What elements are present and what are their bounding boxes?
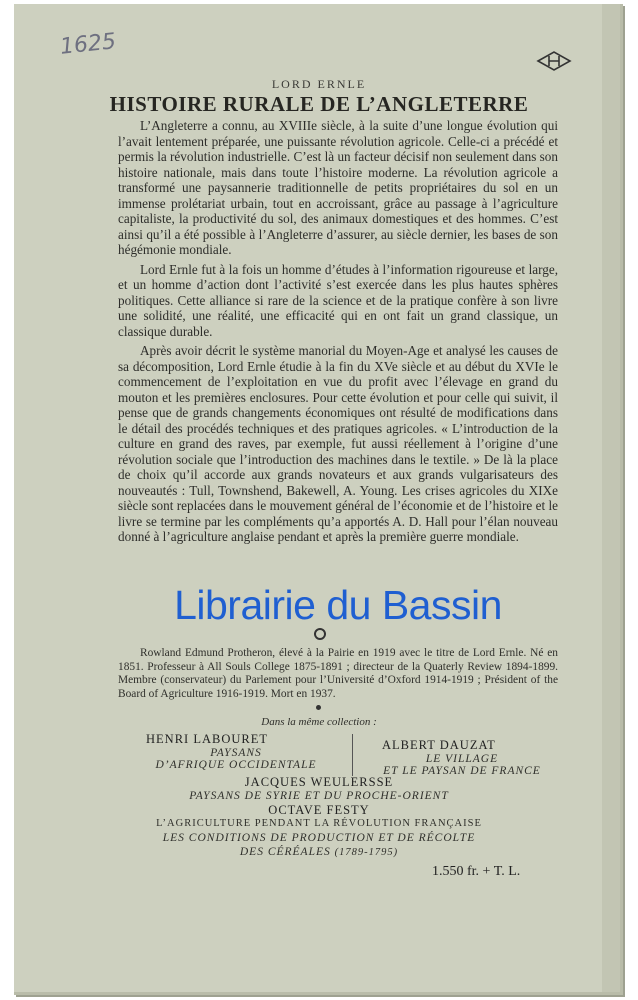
biography-text: Rowland Edmund Protheron, élevé à la Pairie en 1919 avec le titre de Lord Ernle. Né en 1851. Professeur à All Souls College 1875-1891 ; directeur de la Quaterly Review 1894-1899. Membre (conservateur) du Parlement pour l’Université d’Oxford 1914-1919 ; Président of the Board of Agriculture 1916-1919. Mort en 1937. [118, 647, 558, 700]
author-name: LORD ERNLE [271, 77, 367, 91]
price-label: 1.550 fr. + T. L. [432, 864, 521, 879]
collection-entry-dauzat [382, 738, 542, 777]
collection-author: ALBERT DAUZAT [382, 738, 496, 752]
collection-book-title: ET LE PAYSAN DE FRANCE [383, 765, 541, 777]
bookseller-watermark: Librairie du Bassin [174, 582, 502, 628]
collection-entry-labouret [146, 732, 326, 771]
description-text [118, 118, 558, 549]
flower-crest-logo [536, 50, 572, 72]
collection-book-dates: (1789-1795) [334, 847, 399, 858]
book-title: HISTOIRE RURALE DE L’ANGLETERRE [109, 92, 529, 116]
collection-author: OCTAVE FESTY [268, 803, 370, 817]
paragraph-3: Après avoir décrit le système manorial du Moyen-Age et analysé les causes de sa décomposition, Lord Ernle étudie à la fin du XVe siècle et au début du XVIe le commencement de l’exploitation en vue du profit avec l’élevage en grand du mouton et les premières enclosures. Pour cette évolution et pour celle qui suivit, il pense que de grands changements économiques ont résulté de modifications dans le détail des procédés techniques et des pratiques agricoles. « L’introduction de la culture en grand des raves, par exemple, fut aussi réellement à l’origine d’une révolution sociale que l’introduction des machines dans le textile. » De là la place de choix qu’il accorde aux grands novateurs et aux grands vulgarisateurs des nouveautés : Tull, Townshend, Bakewell, A. Young. Les crises agricoles du XIXe siècle sont replacées dans le mouvement général de l’économie et de l’histoire et le livre se termine par les compléments qu’a apportés A. D. Hall pour l’élan nouveau donné à l’agriculture anglaise pendant et après la première guerre mondiale. [118, 343, 558, 544]
collection-author: JACQUES WEULERSSE [244, 775, 394, 789]
collection-entries-center [0, 775, 638, 860]
collection-book-title: L’AGRICULTURE PENDANT LA RÉVOLUTION FRANÇAISE [156, 818, 482, 829]
collection-book-title: D’AFRIQUE OCCIDENTALE [155, 759, 317, 771]
collection-book-title: LE VILLAGE [425, 753, 499, 765]
author-biography [118, 647, 558, 701]
collection-book-title [0, 845, 638, 860]
collection-book-title: LES CONDITIONS DE PRODUCTION ET DE RÉCOLTE [162, 832, 476, 844]
collection-book-title: PAYSANS DE SYRIE ET DU PROCHE-ORIENT [189, 790, 449, 802]
handwritten-note: 1625 [58, 29, 118, 60]
collection-book-title: DES CÉRÉALES [239, 846, 331, 858]
column-divider [352, 734, 353, 776]
dot-ornament [316, 705, 321, 710]
collection-heading: Dans la même collection : [261, 716, 377, 728]
collection-author: HENRI LABOURET [146, 732, 268, 746]
collection-book-title: PAYSANS [210, 747, 262, 759]
circle-ornament [314, 628, 326, 640]
paragraph-1: L’Angleterre a connu, au XVIIIe siècle, à la suite d’une longue évolution qui l’avait lentement préparée, une puissante révolution agricole. Celle-ci a précédé et permis la révolution industrielle. C’est là un facteur décisif non seulement dans son histoire nationale, mais dans toute l’histoire moderne. La révolution agricole a transformé une paysannerie traditionnelle de petits propriétaires du sol en un immense prolétariat urbain, tout en accroissant, grâce au passage à l’agriculture capitaliste, la productivité du sol, des animaux domestiques et des hommes. C’est ainsi qu’il a été possible à l’Angleterre d’assurer, au siècle dernier, les bases de son hégémonie mondiale. [118, 118, 558, 257]
paragraph-2: Lord Ernle fut à la fois un homme d’études à l’information rigoureuse et large, et un homme d’action dont l’activité s’est exercée dans les plus hautes sphères politiques. Cette alliance si rare de la science et de la pratique confère à son livre une solidité, une réalité, une efficacité qui en ont fait un grand classique, un classique durable. [118, 261, 558, 339]
